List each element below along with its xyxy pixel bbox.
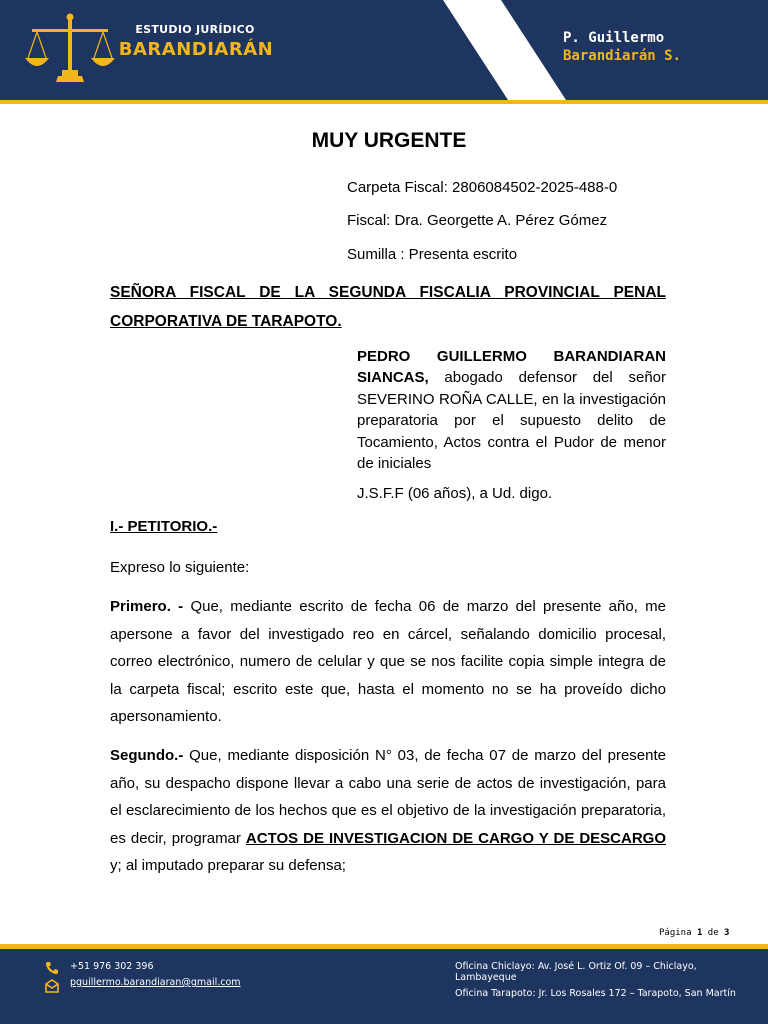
addressee-heading: SEÑORA FISCAL DE LA SEGUNDA FISCALIA PROVINCIAL PENAL CORPORATIVA DE TARAPOTO. (110, 284, 666, 330)
firm-subtitle: ESTUDIO JURÍDICO (135, 23, 255, 36)
attorney-name: PEDRO GUILLERMO BARANDIARAN SIANCAS, (357, 348, 666, 387)
paragraph-text-primero: Que, mediante escrito de fecha 06 de marzo del presente año, me apersone a favor del investigado reo en cárcel, señalando domicilio procesal, correo electrónico, numero de celular y que se nos facilite copia simple integra de la carpeta fiscal; escrito este que, hasta el momento no se ha proveído dicho apersonamiento. (110, 598, 666, 725)
expreso-line: Expreso lo siguiente: (110, 559, 250, 576)
email-icon (44, 978, 60, 994)
footer-office-chiclayo: Oficina Chiclayo: Av. José L. Ortiz Of. 09 – Chiclayo, Lambayeque (455, 961, 697, 983)
letterhead-footer (0, 949, 768, 1024)
firm-name: BARANDIARÁN (118, 39, 274, 60)
intro-text: abogado defensor del señor SEVERINO ROÑA CALLE, en la investigación preparatoria por el supuesto delito de Tocamiento, Actos contra el Pudor de menor de iniciales (357, 369, 666, 473)
sumilla: Sumilla : Presenta escrito (347, 246, 518, 263)
paragraph-label-segundo: Segundo.- (110, 747, 184, 764)
carpeta-fiscal: Carpeta Fiscal: 2806084502-2025-488-0 (347, 179, 618, 196)
intro-paragraph (357, 346, 666, 474)
paragraph-text-segundo-a: Que, mediante disposición N° 03, de fecha 07 de marzo del presente año, su despacho dispone llevar a cabo una serie de actos de investigación, para el esclarecimiento de los hechos que es el objetivo de la investigación preparatoria, es decir, programar (110, 747, 666, 847)
emphasis-actos-investigacion: ACTOS DE INVESTIGACION DE CARGO Y DE DESCARGO (245, 829, 666, 847)
person-name-line2: Barandiarán S. (563, 48, 682, 64)
footer-email[interactable]: pguillermo.barandiaran@gmail.com (70, 977, 241, 988)
intro-closing: J.S.F.F (06 años), a Ud. digo. (357, 485, 553, 502)
page-current: 1 (696, 928, 703, 938)
page-separator: de (707, 928, 719, 938)
paragraph-segundo (110, 742, 666, 880)
paragraph-primero (110, 593, 666, 731)
phone-icon (44, 960, 60, 976)
letterhead-header (0, 0, 768, 100)
page-total: 3 (724, 928, 730, 938)
person-name-line1: P. Guillermo (563, 30, 665, 46)
paragraph-label-primero: Primero. - (110, 598, 184, 615)
header-gold-rule (0, 100, 768, 104)
page-label: Página (659, 928, 692, 938)
fiscal-name: Fiscal: Dra. Georgette A. Pérez Gómez (347, 212, 608, 229)
paragraph-text-segundo-b: y; al imputado preparar su defensa; (110, 857, 346, 874)
page-number (659, 928, 729, 938)
footer-phone: +51 976 302 396 (70, 961, 154, 972)
section-heading-petitorio: I.- PETITORIO.- (110, 518, 218, 535)
document-title: MUY URGENTE (311, 129, 467, 152)
footer-office-tarapoto: Oficina Tarapoto: Jr. Los Rosales 172 – Tarapoto, San Martín (455, 988, 736, 999)
scales-of-justice-icon (22, 12, 118, 84)
